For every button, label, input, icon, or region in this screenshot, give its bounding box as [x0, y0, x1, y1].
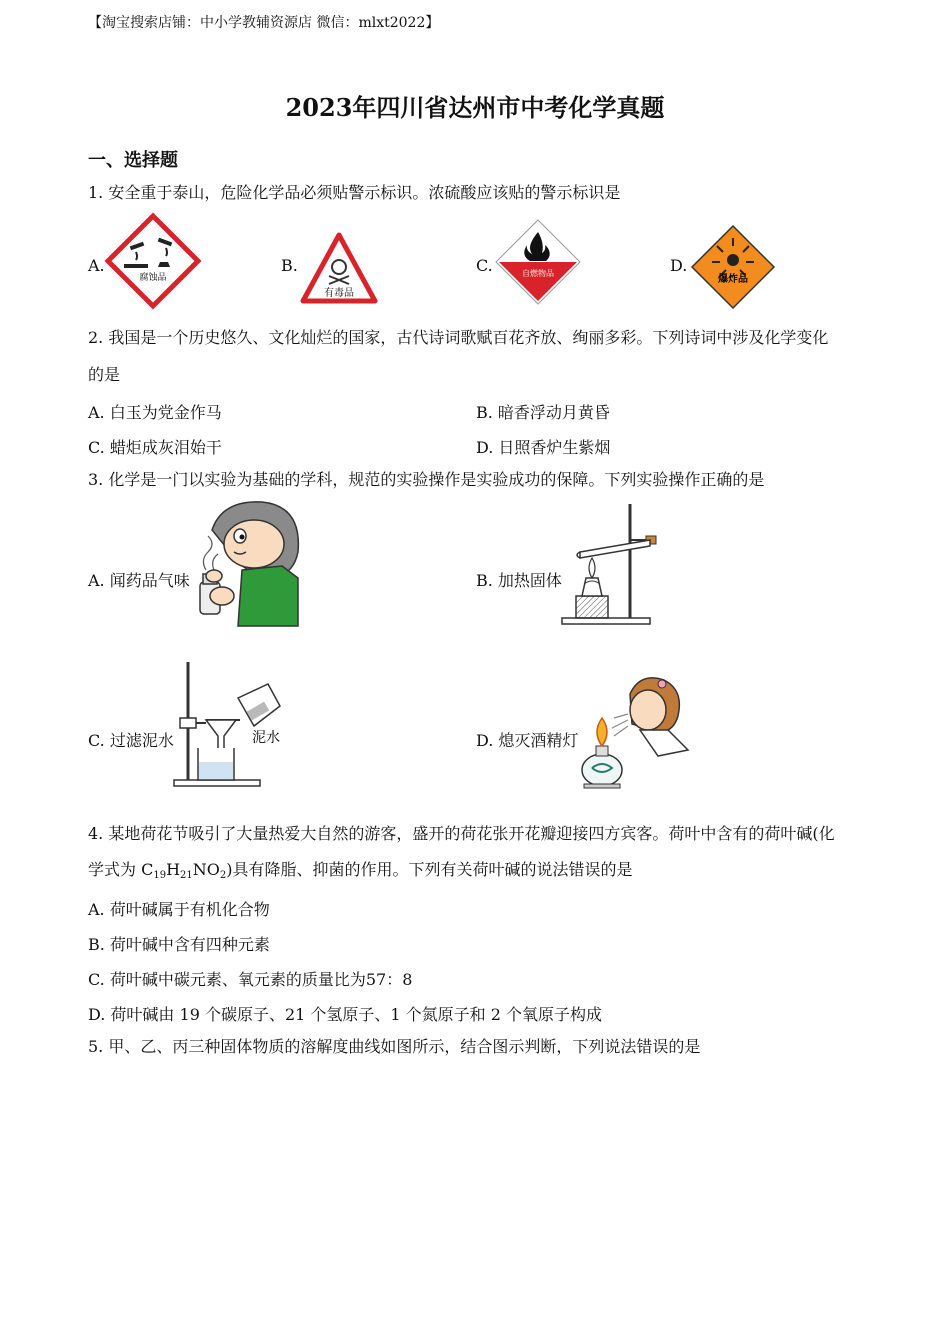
section-heading: 一、选择题 [88, 150, 178, 171]
sign-label-corrosive: 腐蚀品 [139, 273, 167, 283]
q5-stem: 5. 甲、乙、丙三种固体物质的溶解度曲线如图所示，结合图示判断，下列说法错误的是 [88, 1037, 701, 1056]
q3-option-b: B. 加热固体 [476, 571, 562, 590]
sign-label-flammable: 自燃物品 [522, 269, 554, 278]
q4-option-d: D. 荷叶碱由 19 个碳原子、21 个氢原子、1 个氮原子和 2 个氧原子构成 [88, 1005, 603, 1024]
heating-solid-illustration [560, 500, 664, 628]
q2-stem-line2: 的是 [88, 365, 121, 384]
q2-stem-line1: 2. 我国是一个历史悠久、文化灿烂的国家，古代诗词歌赋百花齐放、绚丽多彩。下列诗词中涉及化学变化 [88, 328, 829, 347]
sign-label-explosive: 爆炸品 [718, 274, 748, 285]
q3-option-d: D. 熄灭酒精灯 [476, 731, 579, 750]
q4-option-c: C. 荷叶碱中碳元素、氧元素的质量比为57：8 [88, 970, 413, 989]
q4-option-a: A. 荷叶碱属于有机化合物 [88, 900, 270, 919]
q2-option-b: B. 暗香浮动月黄昏 [476, 403, 610, 422]
page-title: 2023年四川省达州市中考化学真题 [285, 93, 665, 122]
q1-stem: 1. 安全重于泰山，危险化学品必须贴警示标识。浓硫酸应该贴的警示标识是 [88, 183, 621, 202]
toxic-sign-icon [300, 232, 378, 304]
filter-label: 泥水 [252, 730, 280, 746]
q4-stem-line1: 4. 某地荷花节吸引了大量热爱大自然的游客，盛开的荷花张开花瓣迎接四方宾客。荷叶中含有的荷叶碱(化 [88, 824, 835, 843]
corrosive-sign-icon [106, 214, 200, 308]
q2-option-d: D. 日照香炉生紫烟 [476, 438, 611, 457]
q2-option-c: C. 蜡炬成灰泪始干 [88, 438, 222, 457]
header-note: 【淘宝搜索店铺：中小学教辅资源店 微信：mlxt2022】 [88, 15, 440, 31]
q3-option-a: A. 闻药品气味 [88, 571, 190, 590]
sign-label-toxic: 有毒品 [324, 288, 354, 299]
flammable-sign-icon [494, 218, 582, 306]
filtration-illustration [172, 658, 284, 790]
q3-option-c: C. 过滤泥水 [88, 731, 174, 750]
q2-option-a: A. 白玉为党金作马 [88, 403, 222, 422]
q1-option-d: D. [670, 256, 688, 275]
q1-option-c: C. [476, 256, 493, 275]
blowing-lamp-illustration [578, 674, 690, 792]
q3-stem: 3. 化学是一门以实验为基础的学科，规范的实验操作是实验成功的保障。下列实验操作正确的是 [88, 470, 765, 489]
q4-stem-line2: 学式为 $C_{19}H_{21}NO_2$)具有降脂、抑菌的作用。下列有关荷叶碱的说法错误的是 [88, 860, 633, 881]
smelling-boy-illustration [192, 500, 304, 626]
q1-option-b: B. [281, 256, 298, 275]
q4-option-b: B. 荷叶碱中含有四种元素 [88, 935, 270, 954]
q1-option-a: A. [88, 256, 105, 275]
explosive-sign-icon [690, 224, 776, 310]
